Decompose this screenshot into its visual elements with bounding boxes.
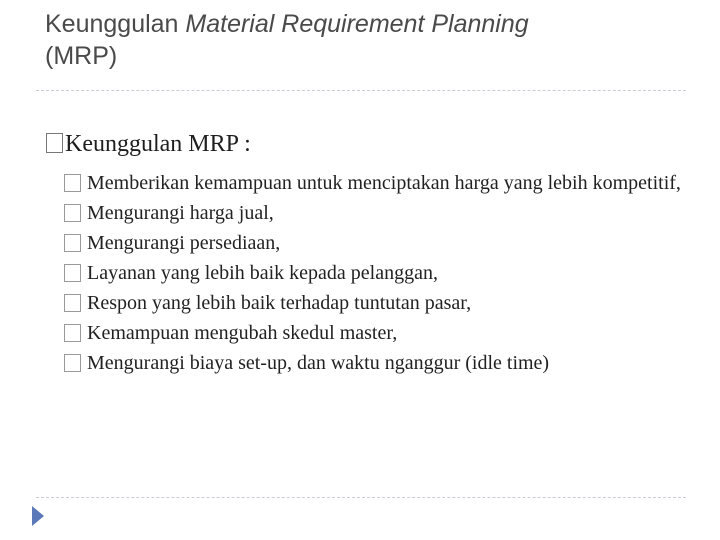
title-text: Keunggulan (45, 10, 186, 38)
list-item (64, 199, 694, 227)
list-item-text: Mengurangi persediaan, (87, 232, 281, 254)
square-box-icon (64, 294, 81, 312)
main-bullet (46, 129, 251, 159)
list-item (64, 349, 694, 377)
square-box-icon (64, 354, 81, 372)
list-item (64, 289, 694, 317)
top-divider (36, 90, 686, 91)
list-item-text: Respon yang lebih baik terhadap tuntutan pasar, (87, 292, 472, 314)
main-bullet-label: Keunggulan MRP : (65, 131, 251, 157)
title-line-2: (MRP) (45, 42, 118, 70)
list-item-text: Layanan yang lebih baik kepada pelanggan, (87, 262, 438, 284)
square-box-icon (64, 264, 81, 282)
bottom-divider (36, 497, 686, 498)
list-item (64, 259, 694, 287)
square-box-icon (64, 234, 81, 252)
list-item-text: Mengurangi biaya set-up, dan waktu nganggur (idle time) (87, 352, 550, 374)
square-box-icon (64, 324, 81, 342)
advantage-list (64, 169, 694, 379)
list-item-text: Mengurangi harga jual, (87, 202, 274, 224)
list-item (64, 169, 694, 197)
list-item-text: Kemampuan mengubah skedul master, (87, 322, 398, 344)
square-box-icon (64, 204, 81, 222)
list-item (64, 319, 694, 347)
list-item-text: Memberikan kemampuan untuk menciptakan harga yang lebih kompetitif, (87, 172, 681, 194)
title-italic-text: Material Requirement Planning (185, 10, 529, 38)
list-item (64, 229, 694, 257)
slide-title (45, 8, 685, 72)
square-box-icon (64, 174, 81, 192)
square-box-icon (46, 133, 63, 153)
play-arrow-icon[interactable] (32, 506, 44, 526)
